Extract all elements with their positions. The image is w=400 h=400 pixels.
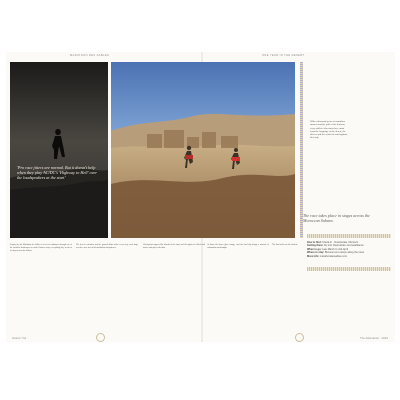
pull-quote: 'Pro race jitters are normal. But it doesn't help when they play AC/DC's 'Highway to Hell' over the loudspeakers at the start'	[17, 165, 97, 181]
running-header-right: ONE YEAR IN THE DESERT	[262, 54, 305, 57]
info-label: More info:	[307, 254, 320, 258]
ornament-left	[96, 333, 105, 342]
info-label: Getting there:	[307, 244, 324, 248]
folio-left: Grand / Vol	[12, 336, 26, 340]
body-column-4: At dawn the dunes glow orange, and the final day brings a mixture of exhaustion and triumph.	[207, 244, 269, 249]
info-label: When to go:	[307, 247, 322, 251]
ornament-right	[295, 333, 304, 342]
photo-runner-silhouette-graphic	[10, 62, 108, 238]
caption-title: The race takes place in stages across the Moroccan Sahara.	[303, 213, 370, 223]
info-label: How to find:	[307, 241, 322, 244]
photo-desert-runners	[111, 62, 295, 238]
info-row	[307, 255, 391, 258]
running-header-left: MARATHON DES SABLES	[70, 54, 110, 57]
body-column-2: The heat is relentless and the ground shifts under every step; each stage reveals a new test of determination and patience.	[76, 244, 138, 249]
body-column-5: The final miles are the hardest.	[272, 244, 298, 246]
body-column-3: Checkpoints appear like islands in the sand, and the nights are filled with stories and quiet reflection.	[143, 244, 205, 249]
info-value: Late March to mid-April	[322, 247, 348, 251]
info-value: marathondessables.com	[319, 254, 348, 258]
info-value: Check-in · Ouarzazate, Morocco	[322, 241, 359, 244]
sidebar-text: With a thousand years of marathon runners and the pull of the horizon, every athlete who starts here must learn the language of the desert, the silence and the sound of sand against the body.	[310, 120, 348, 140]
body-column-1: Journey by the Marathon des Sables is a test of endurance through one of the harshest landscapes on earth. Runners carry everything they need for six days across the Sahara.	[10, 244, 72, 252]
folio-right: The Adventurer · 2024	[360, 336, 388, 340]
photo-runner-silhouette	[10, 62, 108, 238]
decorative-pattern-bottom	[307, 267, 391, 271]
photo-desert-runners-graphic	[111, 62, 295, 238]
decorative-pattern-top	[307, 234, 391, 238]
info-box	[307, 241, 391, 258]
info-value: Fly into Ouarzazate via Casablanca	[324, 244, 364, 248]
info-label: Where to stay:	[307, 251, 325, 255]
decorative-vertical-bar	[300, 62, 303, 238]
info-value: Bivouac tent camps along the route	[324, 251, 365, 255]
